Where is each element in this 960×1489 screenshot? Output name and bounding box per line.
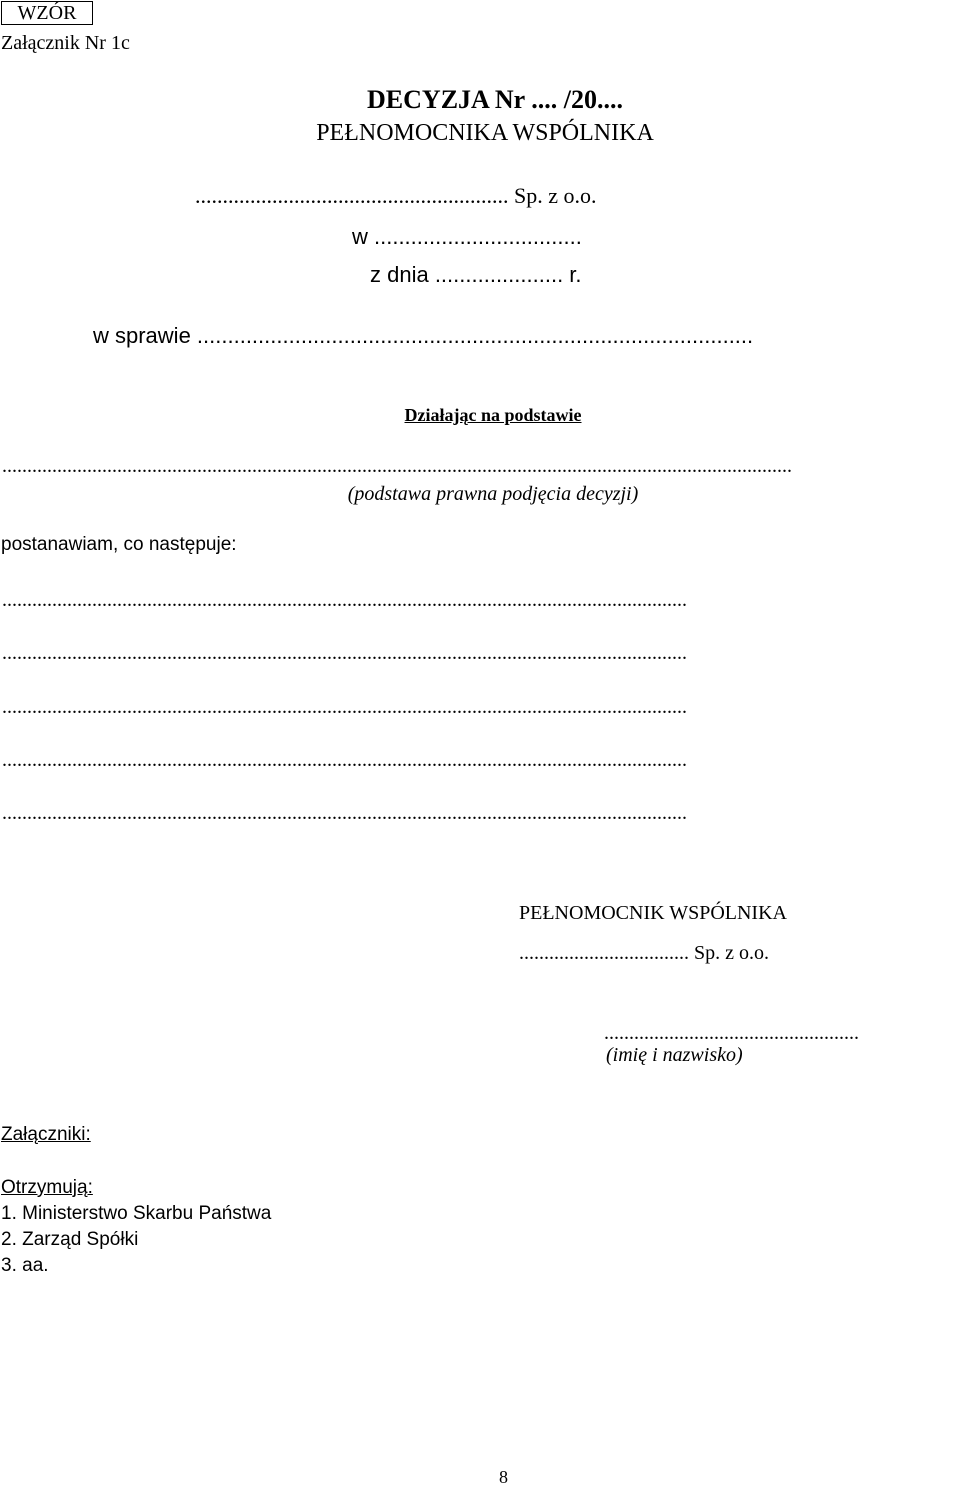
template-stamp: WZÓR xyxy=(1,1,93,25)
recipient-item: 2. Zarząd Spółki xyxy=(1,1229,139,1250)
signatory-company: .................................. Sp. z o.o. xyxy=(519,942,769,964)
resolution-line: ......................................................................................................................................... xyxy=(2,642,687,664)
recipient-item: 1. Ministerstwo Skarbu Państwa xyxy=(1,1203,272,1224)
legal-basis-field: .............................................................................................................................................................. xyxy=(2,455,792,477)
signature-field: ................................................... xyxy=(604,1022,859,1044)
resolution-line: ......................................................................................................................................... xyxy=(2,802,687,824)
date-field: z dnia ..................... r. xyxy=(370,262,582,287)
document-title: DECYZJA Nr .... /20.... xyxy=(367,85,623,114)
annex-label: Załącznik Nr 1c xyxy=(1,32,130,54)
legal-basis-heading: Działając na podstawie xyxy=(404,405,582,425)
attachments-heading: Załączniki: xyxy=(1,1124,91,1145)
recipients-heading: Otrzymują: xyxy=(1,1177,93,1198)
recipient-item: 3. aa. xyxy=(1,1255,49,1276)
matter-field: w sprawie ........................................................................................... xyxy=(93,323,754,348)
company-field: ......................................................... Sp. z o.o. xyxy=(195,183,597,208)
resolution-line: ......................................................................................................................................... xyxy=(2,749,687,771)
place-field: w .................................. xyxy=(352,224,582,249)
resolution-line: ......................................................................................................................................... xyxy=(2,589,687,611)
resolution-intro: postanawiam, co następuje: xyxy=(1,534,237,555)
document-subtitle: PEŁNOMOCNIKA WSPÓLNIKA xyxy=(316,120,654,146)
signatory-title: PEŁNOMOCNIK WSPÓLNIKA xyxy=(519,902,787,924)
signature-caption: (imię i nazwisko) xyxy=(606,1044,743,1066)
legal-basis-caption: (podstawa prawna podjęcia decyzji) xyxy=(347,483,639,505)
resolution-line: ......................................................................................................................................... xyxy=(2,696,687,718)
page-number: 8 xyxy=(499,1467,508,1487)
